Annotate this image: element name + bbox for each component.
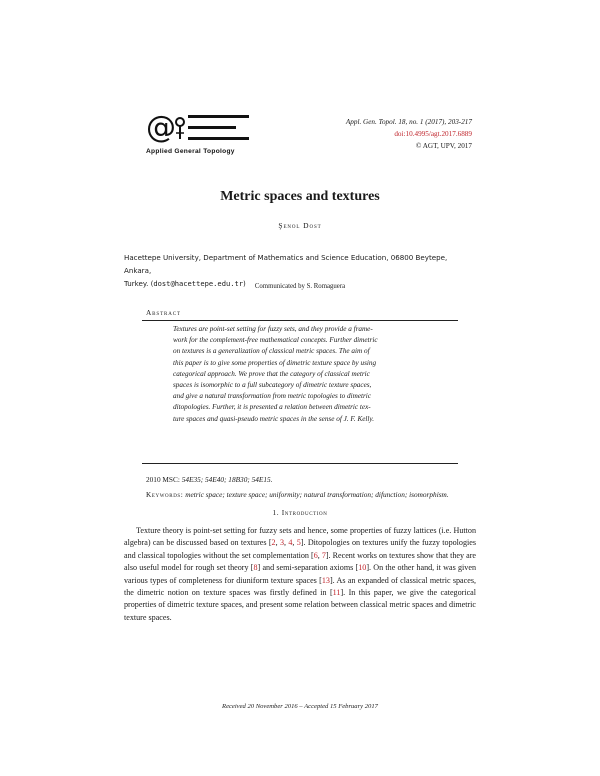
citation-link[interactable]: 3 <box>279 538 284 548</box>
abstract-heading: Abstract <box>146 308 181 317</box>
msc-label: 2010 MSC: <box>146 475 180 484</box>
abstract-line: ditopologies. Further, it is presented a relation between dimetric tex- <box>173 403 371 412</box>
affiliation-line: Hacettepe University, Department of Mathematics and Science Education, 06800 Beytepe, Ankara, <box>124 253 448 275</box>
msc-classification <box>146 475 272 484</box>
citation-link[interactable]: 10 <box>358 563 367 573</box>
keywords-text: metric space; texture space; uniformity; natural transformation; difunction; isomorphism. <box>185 490 449 499</box>
logo-bar-2 <box>188 126 236 129</box>
copyright-line: © AGT, UPV, 2017 <box>415 142 472 150</box>
abstract-line: this paper is to give some properties of dimetric texture space by using <box>173 358 377 367</box>
author-email[interactable]: dost@hacettepe.edu.tr <box>153 279 244 288</box>
abstract-line: categorical approach. We prove that the category of classical metric <box>173 369 370 378</box>
author-name: Şenol Dost <box>278 221 322 230</box>
keywords-label: Keywords: <box>146 490 184 499</box>
communicated-by: Communicated by S. Romaguera <box>254 283 346 290</box>
abstract-body <box>173 324 456 425</box>
abstract-line: work for the complement-free mathematical concepts. Further dimetric <box>173 336 378 345</box>
citation-link[interactable]: 8 <box>253 563 258 573</box>
abstract-line: and give a natural transformation from metric topologies to dimetric <box>173 392 371 401</box>
citation-link[interactable]: 13 <box>321 575 330 585</box>
keywords <box>146 489 456 500</box>
abstract-rule <box>142 320 458 321</box>
paper-title: Metric spaces and textures <box>220 189 380 204</box>
citation-link[interactable]: 4 <box>288 538 293 548</box>
logo-bar-3 <box>188 137 249 140</box>
citation-link[interactable]: 6 <box>313 550 318 560</box>
citation-link[interactable]: 5 <box>296 538 301 548</box>
section-title: 1. Introduction <box>272 508 328 517</box>
logo-bar-1 <box>188 115 249 118</box>
affiliation-prefix: Turkey. ( <box>124 279 154 288</box>
citation-link[interactable]: 11 <box>332 588 341 598</box>
abstract-line: spaces is isomorphic to a full subcategory of dimetric texture spaces, <box>173 381 372 390</box>
doi-link[interactable]: doi:10.4995/agt.2017.6889 <box>394 130 472 138</box>
logo-at-symbol: @ <box>146 110 176 145</box>
affiliation-suffix: ) <box>243 279 246 288</box>
abstract-line: ture spaces and quasi-pseudo metric spaces in the sense of J. F. Kelly. <box>173 414 375 423</box>
journal-citation: Appl. Gen. Topol. 18, no. 1 (2017), 203-217 <box>345 118 472 126</box>
logo-glyph-icon <box>173 113 187 143</box>
received-accepted-dates: Received 20 November 2016 – Accepted 15 February 2017 <box>222 703 378 710</box>
msc-codes: 54E35; 54E40; 18B30; 54E15. <box>181 475 273 484</box>
citation-link[interactable]: 2 <box>271 538 276 548</box>
introduction-body <box>124 525 476 624</box>
citation-link[interactable]: 7 <box>321 550 326 560</box>
logo-tagline: Applied General Topology <box>146 148 235 155</box>
abstract-line: on textures is a generalization of classical metric spaces. The aim of <box>173 347 370 356</box>
introduction-paragraph: Texture theory is point-set setting for fuzzy sets and hence, some properties of fuzzy lattices (i.e. Hutton algebra) can be discussed based on textures [2, 3, 4, 5]. Ditopologies on textures unify the fuzzy topologies and classical topologies without the set complementation [6, 7]. Recent works on textures show that they are also useful model for rough set theory [8] and semi-separation axioms [10]. On the other hand, it was given various types of completeness for diuniform texture spaces [13]. As an expanded of classical metric spaces, the dimetric notion on texture spaces was firstly defined in [11]. In this paper, we give the categorical properties of dimetric texture spaces, and present some relation between classical metric spaces and dimetric texture spaces. <box>124 526 477 622</box>
abstract-line: Textures are point-set setting for fuzzy sets, and they provide a frame- <box>173 325 373 333</box>
